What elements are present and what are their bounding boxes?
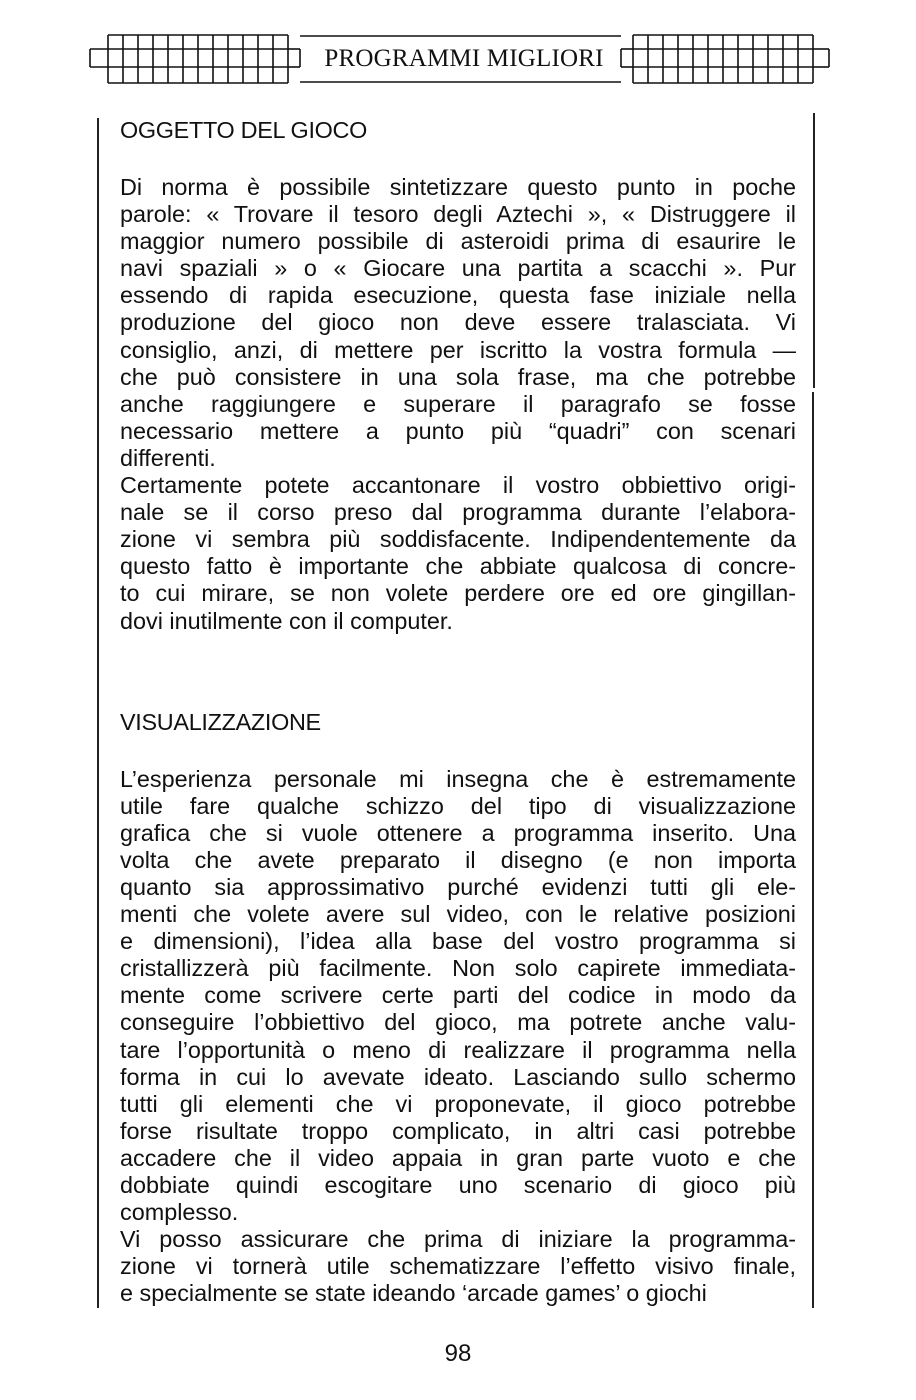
paragraph xyxy=(120,766,796,1227)
text-line: volta che avete preparato il disegno (e non importa xyxy=(120,846,796,873)
text-line: maggior numero possibile di asteroidi prima di esaurire le xyxy=(120,228,796,255)
text-line: anche raggiungere e superare il paragrafo se fosse xyxy=(120,390,796,417)
frame-rule-right xyxy=(813,113,815,388)
text-line: necessario mettere a punto più “quadri” con scenari xyxy=(120,417,796,444)
text-line: che può consistere in una sola frase, ma che potrebbe xyxy=(120,363,796,390)
frame-rule-right xyxy=(812,392,814,1308)
running-header xyxy=(88,34,840,84)
text-line: quanto sia approssimativo purché evidenzi tutti gli ele- xyxy=(120,873,796,900)
text-line: L’esperienza personale mi insegna che è estremamente xyxy=(120,765,796,792)
running-header-title: PROGRAMMI MIGLIORI xyxy=(324,45,604,72)
text-line: e specialmente se state ideando ‘arcade games’ o giochi xyxy=(120,1280,707,1307)
page-body xyxy=(120,112,796,1307)
text-line: conseguire l’obbiettivo del gioco, ma potrete anche valu- xyxy=(120,1009,796,1036)
text-line: consiglio, anzi, di mettere per iscritto la vostra formula — xyxy=(120,336,796,363)
text-line: dovi inutilmente con il computer. xyxy=(120,607,453,634)
text-line: zione vi sembra più soddisfacente. Indipendentemente da xyxy=(120,526,796,553)
text-line: complesso. xyxy=(120,1199,239,1226)
text-line: forma in cui lo avevate ideato. Lasciando sullo schermo xyxy=(120,1063,796,1090)
frame-rule-left xyxy=(97,118,99,1308)
page-number: 98 xyxy=(444,1340,472,1367)
text-line: Vi posso assicurare che prima di iniziare la programma- xyxy=(120,1226,796,1253)
text-line: grafica che si vuole ottenere a programma inserito. Una xyxy=(120,819,796,846)
paragraph xyxy=(120,1226,796,1307)
text-line: tutti gli elementi che vi proponevate, il gioco potrebbe xyxy=(120,1090,796,1117)
text-line: produzione del gioco non deve essere tralasciata. Vi xyxy=(120,309,796,336)
text-line: parole: « Trovare il tesoro degli Aztechi », « Distruggere il xyxy=(120,201,796,228)
text-line: navi spaziali » o « Giocare una partita a scacchi ». Pur xyxy=(120,255,796,282)
text-line: accadere che il video appaia in gran parte vuoto e che xyxy=(120,1144,796,1171)
paragraph xyxy=(120,174,796,472)
text-line: Di norma è possibile sintetizzare questo punto in poche xyxy=(120,174,796,200)
text-line: to cui mirare, se non volete perdere ore ed ore gingillan- xyxy=(120,580,796,607)
text-line: mente come scrivere certe parti del codice in modo da xyxy=(120,982,796,1009)
text-line: utile fare qualche schizzo del tipo di visualizzazione xyxy=(120,792,796,819)
text-line: tare l’opportunità o meno di realizzare il programma nella xyxy=(120,1036,796,1063)
text-line: zione vi tornerà utile schematizzare l’effetto visivo finale, xyxy=(120,1253,796,1280)
text-line: questo fatto è importante che abbiate qualcosa di concre- xyxy=(120,553,796,580)
section-heading: OGGETTO DEL GIOCO xyxy=(120,117,368,143)
text-line: forse risultate troppo complicato, in altri casi potrebbe xyxy=(120,1117,796,1144)
text-line: essendo di rapida esecuzione, questa fase iniziale nella xyxy=(120,282,796,309)
text-line: nale se il corso preso dal programma durante l’elabora- xyxy=(120,499,796,526)
text-line: menti che volete avere sul video, con le relative posizioni xyxy=(120,901,796,928)
section-heading: VISUALIZZAZIONE xyxy=(120,708,321,735)
paragraph xyxy=(120,472,796,635)
text-line: cristallizzerà più facilmente. Non solo capirete immediata- xyxy=(120,955,796,982)
text-line: dobbiate quindi escogitare uno scenario di gioco più xyxy=(120,1172,796,1198)
text-line: e dimensioni), l’idea alla base del vostro programma si xyxy=(120,928,796,955)
text-line: differenti. xyxy=(120,444,216,471)
text-line: Certamente potete accantonare il vostro obbiettivo origi- xyxy=(120,472,796,499)
